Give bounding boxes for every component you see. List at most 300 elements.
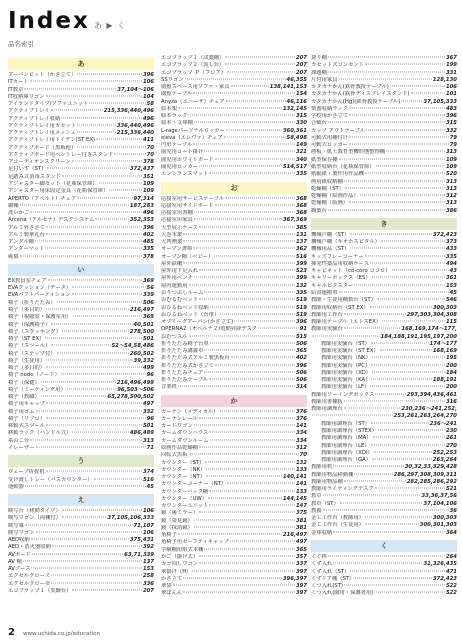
index-entry[interactable] (161, 77, 307, 84)
leader-dots (220, 313, 295, 314)
index-entry[interactable] (311, 399, 457, 406)
entry-name: アイランドタイプ/ソファユニット (8, 101, 89, 108)
index-entry[interactable] (161, 384, 307, 391)
index-entry[interactable] (161, 496, 307, 503)
index-entry[interactable] (8, 285, 154, 292)
index-entry[interactable] (161, 569, 307, 576)
entry-page: 106 (142, 529, 154, 536)
entry-name: カタカナかん(鉄骨ディスプレイスタンド) (311, 91, 410, 98)
index-entry[interactable] (161, 84, 307, 91)
entry-name: 映写ワゴン（両棚付） (8, 515, 61, 522)
index-entry[interactable] (161, 518, 307, 525)
entry-name: 教師用実験台（ST） (321, 340, 370, 347)
index-entry[interactable] (311, 142, 457, 149)
leader-dots (206, 476, 282, 477)
index-entry[interactable] (161, 232, 307, 239)
index-entry[interactable] (8, 300, 154, 307)
index-entry[interactable] (311, 590, 457, 597)
index-entry[interactable] (161, 171, 307, 178)
index-entry[interactable] (161, 312, 307, 319)
leader-dots (328, 71, 445, 72)
index-entry[interactable] (161, 474, 307, 481)
index-entry[interactable] (161, 135, 307, 142)
index-entry[interactable] (311, 99, 457, 106)
index-entry[interactable] (8, 477, 154, 484)
index-entry[interactable] (8, 508, 154, 515)
index-entry[interactable] (8, 351, 154, 358)
index-entry[interactable] (161, 334, 307, 341)
entry-name: Arcena（アルセナ）デスクシステム (8, 217, 95, 224)
index-entry[interactable] (311, 561, 457, 568)
index-entry[interactable] (311, 254, 457, 261)
index-entry[interactable] (311, 377, 457, 384)
index-entry[interactable] (8, 559, 154, 566)
index-entry[interactable] (311, 128, 457, 135)
index-entry[interactable] (8, 394, 154, 401)
entry-page: 260,502 (129, 350, 154, 357)
index-entry[interactable] (161, 91, 307, 98)
index-entry[interactable] (8, 387, 154, 394)
index-entry[interactable] (8, 225, 154, 232)
entry-page: 46,355 (286, 76, 307, 83)
entry-name: 映写幕 (8, 522, 24, 529)
leader-dots (36, 447, 146, 448)
index-entry[interactable] (8, 101, 154, 108)
index-entry[interactable] (161, 142, 307, 149)
leader-dots (345, 187, 445, 188)
index-entry[interactable] (161, 510, 307, 517)
index-entry[interactable] (161, 239, 307, 246)
index-entry[interactable] (8, 523, 154, 530)
entry-name: アクティブボード用ペントレー付きスタンド (8, 151, 114, 158)
index-entry[interactable] (311, 179, 457, 186)
leader-dots (194, 519, 295, 520)
entry-name: オプリーグアーバン(かさ立て) (161, 319, 234, 326)
index-entry[interactable] (161, 452, 307, 459)
index-entry[interactable] (311, 193, 457, 200)
entry-page: 392 (142, 544, 154, 551)
index-entry[interactable] (161, 203, 307, 210)
leader-dots (20, 204, 129, 205)
index-entry[interactable] (161, 164, 307, 171)
index-entry[interactable] (8, 181, 154, 188)
index-entry[interactable] (161, 409, 307, 416)
index-entry[interactable] (8, 343, 154, 350)
leader-dots (328, 556, 445, 557)
entry-name: 椅子（ステップ付） (8, 350, 56, 357)
index-entry[interactable] (311, 120, 457, 127)
index-entry[interactable] (8, 116, 154, 123)
index-entry[interactable] (311, 261, 457, 268)
index-entry[interactable] (311, 268, 457, 275)
entry-name: 折りたたみ式かさ立て (161, 362, 214, 369)
index-entry[interactable] (311, 392, 457, 399)
index-entry[interactable] (311, 348, 457, 355)
entry-name: アクティブトレイ用カセット (8, 122, 77, 129)
index-entry[interactable] (8, 401, 154, 408)
index-entry[interactable] (161, 525, 307, 532)
index-entry[interactable] (161, 532, 307, 539)
index-entry[interactable] (8, 130, 154, 137)
entry-page: 372,423 (432, 575, 457, 582)
index-entry[interactable] (8, 537, 154, 544)
index-entry[interactable] (8, 581, 154, 588)
leader-dots (376, 165, 445, 166)
index-entry[interactable] (311, 472, 457, 479)
index-entry[interactable] (311, 149, 457, 156)
index-entry[interactable] (8, 278, 154, 285)
index-entry[interactable] (311, 355, 457, 362)
index-entry[interactable] (311, 297, 457, 304)
index-entry[interactable] (311, 508, 457, 515)
index-entry[interactable] (8, 166, 154, 173)
index-entry[interactable] (8, 573, 154, 580)
index-entry[interactable] (311, 113, 457, 120)
entry-page: 506 (295, 377, 307, 384)
entry-page: 332 (445, 127, 457, 134)
index-entry[interactable] (8, 416, 154, 423)
index-entry[interactable] (311, 554, 457, 561)
leader-dots (209, 379, 295, 380)
index-entry[interactable] (161, 363, 307, 370)
index-entry[interactable] (311, 239, 457, 246)
index-entry[interactable] (161, 438, 307, 445)
index-entry[interactable] (8, 196, 154, 203)
entry-name: 糸のこ台 (8, 437, 30, 444)
index-entry[interactable] (161, 210, 307, 217)
index-entry[interactable] (8, 409, 154, 416)
entry-name: SSワゴン (161, 76, 184, 83)
entry-page: 357 (295, 554, 307, 560)
index-entry[interactable] (8, 552, 154, 559)
index-entry[interactable] (311, 435, 457, 442)
index-entry[interactable] (161, 377, 307, 384)
entry-name: おりつぶしルーム (161, 289, 204, 296)
index-entry[interactable] (311, 283, 457, 290)
index-entry[interactable] (8, 329, 154, 336)
index-entry[interactable] (8, 445, 154, 452)
entry-name: 椅子 node（ノード） (8, 372, 60, 379)
entry-name: 金工工作台（教師用） (311, 515, 364, 522)
index-entry[interactable] (8, 322, 154, 329)
index-entry[interactable] (311, 84, 457, 91)
index-entry[interactable] (161, 590, 307, 597)
leader-dots (209, 432, 295, 433)
index-entry[interactable] (311, 530, 457, 537)
index-entry[interactable] (161, 261, 307, 268)
index-entry[interactable] (311, 406, 457, 413)
index-entry[interactable] (8, 239, 154, 246)
index-entry[interactable] (311, 334, 457, 341)
index-entry[interactable] (311, 157, 457, 164)
index-entry[interactable] (311, 370, 457, 377)
entry-page: 131 (295, 231, 307, 238)
index-entry[interactable] (311, 569, 457, 576)
entry-name: アングル棚 (8, 239, 35, 246)
index-entry[interactable] (161, 157, 307, 164)
index-entry[interactable] (8, 515, 154, 522)
index-entry[interactable] (311, 186, 457, 193)
index-entry[interactable] (8, 159, 154, 166)
entry-name: 可動式ロッカー (311, 142, 348, 149)
index-entry[interactable] (8, 307, 154, 314)
index-entry[interactable] (161, 547, 307, 554)
index-entry[interactable] (311, 464, 457, 471)
entry-page: 236〜241 (429, 420, 457, 427)
entry-page: 368 (295, 195, 307, 202)
index-entry[interactable] (311, 91, 457, 98)
index-entry[interactable] (8, 380, 154, 387)
index-entry[interactable] (161, 290, 307, 297)
leader-dots (51, 323, 132, 324)
index-entry[interactable] (161, 489, 307, 496)
index-entry[interactable] (161, 576, 307, 583)
leader-dots (194, 277, 295, 278)
footer-url[interactable]: www.uchida.co.jp/education (22, 631, 101, 637)
entry-name: 映写台（移動タイプ） (8, 508, 61, 515)
index-entry[interactable] (8, 254, 154, 261)
entry-page: 381 (295, 524, 307, 531)
entry-page: 378 (142, 159, 154, 166)
index-entry[interactable] (311, 319, 457, 326)
leader-dots (72, 432, 128, 433)
index-entry[interactable] (8, 108, 154, 115)
entry-name: 椅子（スツール） (8, 343, 51, 350)
index-entry[interactable] (161, 283, 307, 290)
leader-dots (370, 262, 445, 263)
index-entry[interactable] (311, 363, 457, 370)
entry-page: 109 (445, 156, 457, 163)
index-entry[interactable] (311, 290, 457, 297)
leader-dots (382, 321, 445, 322)
index-entry[interactable] (8, 188, 154, 195)
entry-page: 36 (449, 507, 457, 514)
index-entry[interactable] (161, 246, 307, 253)
index-entry[interactable] (311, 62, 457, 69)
leader-dots (77, 124, 116, 125)
index-entry[interactable] (8, 123, 154, 130)
index-entry[interactable] (161, 149, 307, 156)
leader-dots (215, 158, 295, 159)
entry-page: 313 (445, 149, 457, 156)
entry-name: キッズフレーコーナー (311, 253, 364, 260)
index-entry[interactable] (161, 70, 307, 77)
leader-dots (46, 308, 129, 309)
index-entry[interactable] (311, 522, 457, 529)
index-entry[interactable] (161, 561, 307, 568)
index-entry[interactable] (311, 232, 457, 239)
index-entry[interactable] (161, 113, 307, 120)
leader-dots (199, 417, 295, 418)
index-entry[interactable] (161, 554, 307, 561)
index-entry[interactable] (311, 70, 457, 77)
entry-page: 184 (445, 369, 457, 376)
index-entry[interactable] (8, 145, 154, 152)
entry-page: 207 (295, 62, 307, 69)
index-entry[interactable] (8, 94, 154, 101)
index-entry[interactable] (311, 479, 457, 486)
index-entry[interactable] (311, 275, 457, 282)
index-entry[interactable] (311, 486, 457, 493)
entry-page: 376 (295, 408, 307, 415)
index-entry[interactable] (161, 55, 307, 62)
index-entry[interactable] (8, 358, 154, 365)
index-entry[interactable] (8, 372, 154, 379)
index-entry[interactable] (8, 79, 154, 86)
index-entry[interactable] (311, 583, 457, 590)
index-entry[interactable] (8, 292, 154, 299)
leader-dots (230, 541, 295, 542)
index-entry[interactable] (8, 484, 154, 491)
entry-page: 335 (142, 246, 154, 253)
index-entry[interactable] (311, 55, 457, 62)
index-entry[interactable] (161, 305, 307, 312)
index-entry[interactable] (161, 297, 307, 304)
index-entry[interactable] (161, 348, 307, 355)
index-entry[interactable] (311, 428, 457, 435)
entry-name: 教師用実験台（KA） (321, 377, 371, 384)
index-entry[interactable] (8, 232, 154, 239)
index-entry[interactable] (8, 438, 154, 445)
index-entry[interactable] (311, 135, 457, 142)
index-entry[interactable] (8, 530, 154, 537)
entry-page: 115 (445, 319, 457, 326)
index-entry[interactable] (311, 384, 457, 391)
entry-page: 200 (445, 384, 457, 391)
index-entry[interactable] (161, 539, 307, 546)
index-entry[interactable] (8, 469, 154, 476)
index-entry[interactable] (311, 515, 457, 522)
entry-page: 335 (295, 171, 307, 178)
index-entry[interactable] (311, 246, 457, 253)
index-entry[interactable] (161, 196, 307, 203)
index-entry[interactable] (8, 566, 154, 573)
index-entry[interactable] (161, 355, 307, 362)
leader-dots (312, 335, 380, 336)
index-entry[interactable] (8, 217, 154, 224)
index-entry[interactable] (161, 481, 307, 488)
index-entry[interactable] (8, 314, 154, 321)
index-entry[interactable] (8, 210, 154, 217)
index-entry[interactable] (311, 576, 457, 583)
leader-dots (372, 459, 432, 460)
entry-page: 372,423 (432, 231, 457, 238)
entry-page: 521 (445, 486, 457, 493)
index-entry[interactable] (161, 467, 307, 474)
index-entry[interactable] (8, 174, 154, 181)
index-entry[interactable] (8, 430, 154, 437)
entry-name: 教師用調理台（ST） (321, 420, 370, 427)
entry-name: 絵画作品乾燥棚 (161, 445, 199, 452)
index-entry[interactable] (8, 423, 154, 430)
leader-dots (350, 570, 445, 571)
index-entry[interactable] (161, 503, 307, 510)
index-entry[interactable] (311, 312, 457, 319)
entry-name: 椅子（視聴覚・保護室用） (8, 314, 72, 321)
index-entry[interactable] (161, 268, 307, 275)
leader-dots (210, 306, 295, 307)
index-entry[interactable] (311, 443, 457, 450)
index-entry[interactable] (161, 430, 307, 437)
index-entry[interactable] (161, 416, 307, 423)
index-entry[interactable] (8, 544, 154, 551)
index-entry[interactable] (311, 164, 457, 171)
entry-name: かご（掛け式） (161, 554, 199, 560)
leader-dots (199, 556, 295, 557)
index-entry[interactable] (311, 326, 457, 333)
index-entry[interactable] (161, 128, 307, 135)
index-entry[interactable] (8, 72, 154, 79)
index-entry[interactable] (311, 450, 457, 457)
index-entry[interactable] (8, 87, 154, 94)
index-entry[interactable] (161, 275, 307, 282)
index-entry[interactable] (311, 77, 457, 84)
index-entry[interactable] (161, 99, 307, 106)
index-entry[interactable] (161, 445, 307, 452)
index-entry[interactable] (311, 501, 457, 508)
index-entry[interactable] (8, 152, 154, 159)
index-entry[interactable] (311, 421, 457, 428)
index-entry[interactable] (311, 413, 457, 420)
index-entry[interactable] (161, 62, 307, 69)
index-entry[interactable] (311, 208, 457, 215)
entry-page: 369 (142, 314, 154, 321)
index-entry[interactable] (311, 171, 457, 178)
index-entry[interactable] (311, 305, 457, 312)
index-entry[interactable] (311, 106, 457, 113)
index-entry[interactable] (311, 493, 457, 500)
index-entry[interactable] (161, 106, 307, 113)
index-entry[interactable] (161, 370, 307, 377)
leader-dots (193, 248, 295, 249)
index-entry[interactable] (8, 336, 154, 343)
index-entry[interactable] (161, 217, 307, 224)
index-entry[interactable] (8, 365, 154, 372)
entry-page: 369 (142, 277, 154, 284)
entry-page: 402 (295, 355, 307, 362)
index-entry[interactable] (8, 137, 154, 144)
leader-dots (354, 473, 392, 474)
entry-page: 339 (142, 292, 154, 299)
index-entry[interactable] (311, 341, 457, 348)
index-entry[interactable] (8, 246, 154, 253)
entry-name: 園児用ロッカー (161, 163, 198, 170)
index-entry[interactable] (161, 341, 307, 348)
entry-page: 207 (295, 55, 307, 61)
index-entry[interactable] (8, 588, 154, 595)
index-entry[interactable] (161, 319, 307, 326)
entry-name: カップ アウトテーブル (311, 127, 366, 134)
entry-name: オープン棚（ベビー） (161, 253, 214, 260)
index-entry[interactable] (161, 423, 307, 430)
index-entry[interactable] (161, 120, 307, 127)
index-entry[interactable] (161, 254, 307, 261)
leader-dots (333, 531, 445, 532)
leader-dots (339, 291, 449, 292)
index-entry[interactable] (311, 457, 457, 464)
entry-name: 紙型収納台（花瓶保管庫） (311, 163, 375, 170)
index-entry[interactable] (8, 203, 154, 210)
index-entry[interactable] (161, 583, 307, 590)
index-entry[interactable] (161, 326, 307, 333)
leader-dots (32, 553, 123, 554)
index-entry[interactable] (161, 225, 307, 232)
entry-name: 椅子（多目的） (8, 306, 46, 313)
leader-dots (401, 100, 422, 101)
entry-page: 71,107 (133, 522, 154, 529)
index-entry[interactable] (161, 460, 307, 467)
index-entry[interactable] (311, 200, 457, 207)
